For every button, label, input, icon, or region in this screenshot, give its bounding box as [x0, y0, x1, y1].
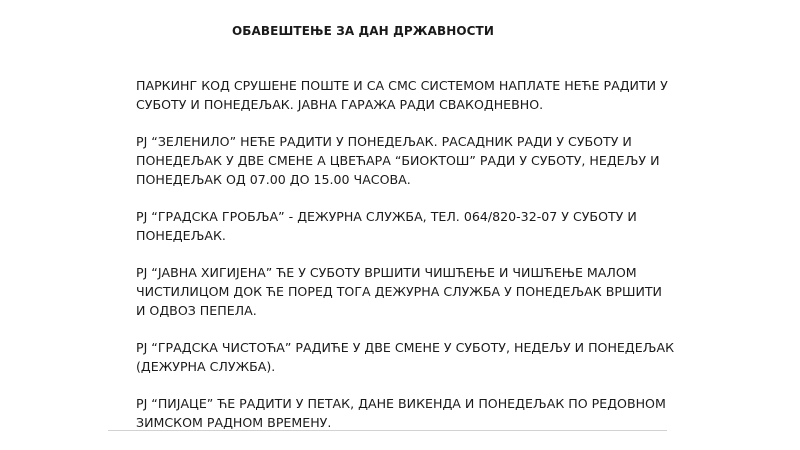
text-line: РЈ “ЈАВНА ХИГИЈЕНА” ЋЕ У СУБОТУ ВРШИТИ ЧИШЋЕЊЕ И ЧИШЋЕЊЕ МАЛОМ [136, 265, 637, 280]
notice-body [136, 76, 676, 450]
text-line: ЗИМСКОМ РАДНОМ ВРЕМЕНУ. [136, 415, 332, 430]
text-line: РЈ “ЗЕЛЕНИЛО” НЕЋЕ РАДИТИ У ПОНЕДЕЉАК. РАСАДНИК РАДИ У СУБОТУ И [136, 134, 632, 149]
text-line: СУБОТУ И ПОНЕДЕЉАК. ЈАВНА ГАРАЖА РАДИ СВАКОДНЕВНО. [136, 97, 544, 112]
text-line: РЈ “ПИЈАЦЕ” ЋЕ РАДИТИ У ПЕТАК, ДАНЕ ВИКЕНДА И ПОНЕДЕЉАК ПО РЕДОВНОМ [136, 396, 666, 411]
text-line: И ОДВОЗ ПЕПЕЛА. [136, 303, 257, 318]
text-line: ПОНЕДЕЉАК У ДВЕ СМЕНЕ А ЦВЕЋАРА “БИОКТОШ” РАДИ У СУБОТУ, НЕДЕЉУ И [136, 153, 660, 168]
text-line: ПАРКИНГ КОД СРУШЕНЕ ПОШТЕ И СА СМС СИСТЕМОМ НАПЛАТЕ НЕЋЕ РАДИТИ У [136, 78, 668, 93]
paragraph-pijace [136, 394, 676, 432]
text-line: ПОНЕДЕЉАК ОД 07.00 ДО 15.00 ЧАСОВА. [136, 172, 411, 187]
text-line: РЈ “ГРАДСКА ГРОБЉА” - ДЕЖУРНА СЛУЖБА, ТЕЛ. 064/820-32-07 У СУБОТУ И [136, 209, 637, 224]
paragraph-zelenilo [136, 132, 676, 189]
text-line: ПОНЕДЕЉАК. [136, 228, 226, 243]
bottom-divider [108, 430, 667, 431]
paragraph-groblja [136, 207, 676, 245]
text-line: (ДЕЖУРНА СЛУЖБА). [136, 359, 276, 374]
page-title: ОБАВЕШТЕЊЕ ЗА ДАН ДРЖАВНОСТИ [232, 24, 494, 38]
paragraph-higijena [136, 263, 676, 320]
text-line: ЧИСТИЛИЦОМ ДОК ЋЕ ПОРЕД ТОГА ДЕЖУРНА СЛУЖБА У ПОНЕДЕЉАК ВРШИТИ [136, 284, 662, 299]
paragraph-parking [136, 76, 676, 114]
paragraph-cistoca [136, 338, 676, 376]
text-line: РЈ “ГРАДСКА ЧИСТОЋА” РАДИЋЕ У ДВЕ СМЕНЕ У СУБОТУ, НЕДЕЉУ И ПОНЕДЕЉАК [136, 340, 675, 355]
